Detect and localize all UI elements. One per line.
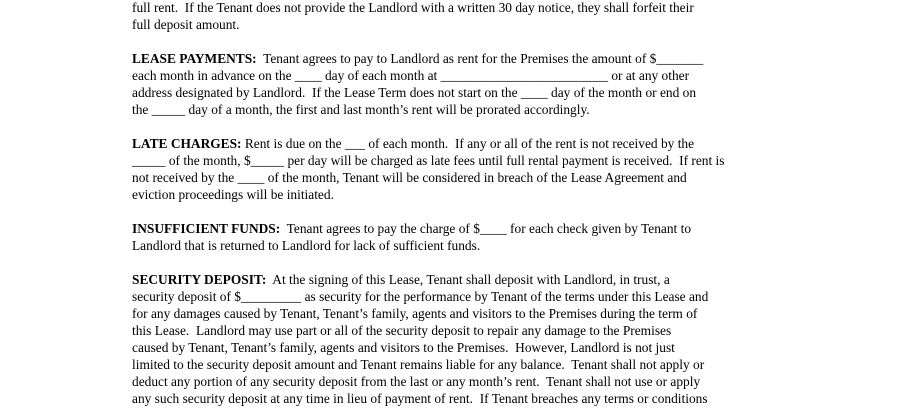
text-line [132,0,694,16]
line-text: limited to the security deposit amount and Tenant remains liable for any balance. Tenant shall not apply or [132,357,705,372]
line-text: Landlord that is returned to Landlord for lack of sufficient funds. [132,238,481,253]
line-text: full rent. If the Tenant does not provide the Landlord with a written 30 day notice, they shall forfeit their [132,0,694,15]
text-line [132,339,675,356]
text-line [132,84,696,101]
line-text: this Lease. Landlord may use part or all of the security deposit to repair any damage to the Premises [132,323,672,338]
line-text: each month in advance on the ____ day of each month at _________________________ or at any other [132,68,690,83]
text-line [132,16,240,33]
text-line [132,135,694,152]
line-text: any such security deposit at any time in lieu of payment of rent. If Tenant breaches any terms or conditions [132,391,708,406]
line-text: eviction proceedings will be initiated. [132,187,334,202]
text-line [132,305,697,322]
text-line [132,356,704,373]
line-text: security deposit of $_________ as security for the performance by Tenant of the terms under this Lease and [132,289,709,304]
line-text: the _____ day of a month, the first and last month’s rent will be prorated accordingly. [132,102,590,117]
line-text: At the signing of this Lease, Tenant shall deposit with Landlord, in trust, a [266,272,670,287]
section-heading: SECURITY DEPOSIT: [132,272,267,287]
line-text: Rent is due on the ___ of each month. If any or all of the rent is not received by the [241,136,695,151]
text-line [132,390,708,407]
text-line [132,237,480,254]
line-text: Tenant agrees to pay to Landlord as rent for the Premises the amount of $_______ [256,51,704,66]
section-heading: LEASE PAYMENTS: [132,51,257,66]
text-line [132,322,671,339]
text-line [132,220,691,237]
text-line [132,101,590,118]
line-text: not received by the ____ of the month, Tenant will be considered in breach of the Lease Agreement and [132,170,687,185]
line-text: address designated by Landlord. If the Lease Term does not start on the ____ day of the month or end on [132,85,697,100]
text-line [132,288,708,305]
line-text: for any damages caused by Tenant, Tenant’s family, agents and visitors to the Premises during the term of [132,306,698,321]
text-line [132,67,689,84]
text-line [132,373,700,390]
line-text: _____ of the month, $_____ per day will be charged as late fees until full rental payment is received. If rent is [132,153,725,168]
section-heading: INSUFFICIENT FUNDS: [132,221,281,236]
text-line [132,50,703,67]
text-line [132,186,334,203]
text-line [132,271,670,288]
line-text: Tenant agrees to pay the charge of $____ for each check given by Tenant to [280,221,692,236]
line-text: caused by Tenant, Tenant’s family, agents and visitors to the Premises. However, Landlord is not just [132,340,675,355]
text-line [132,152,724,169]
section-heading: LATE CHARGES: [132,136,242,151]
line-text: deduct any portion of any security deposit from the last or any month’s rent. Tenant shall not use or apply [132,374,701,389]
line-text: full deposit amount. [132,17,240,32]
text-line [132,169,687,186]
